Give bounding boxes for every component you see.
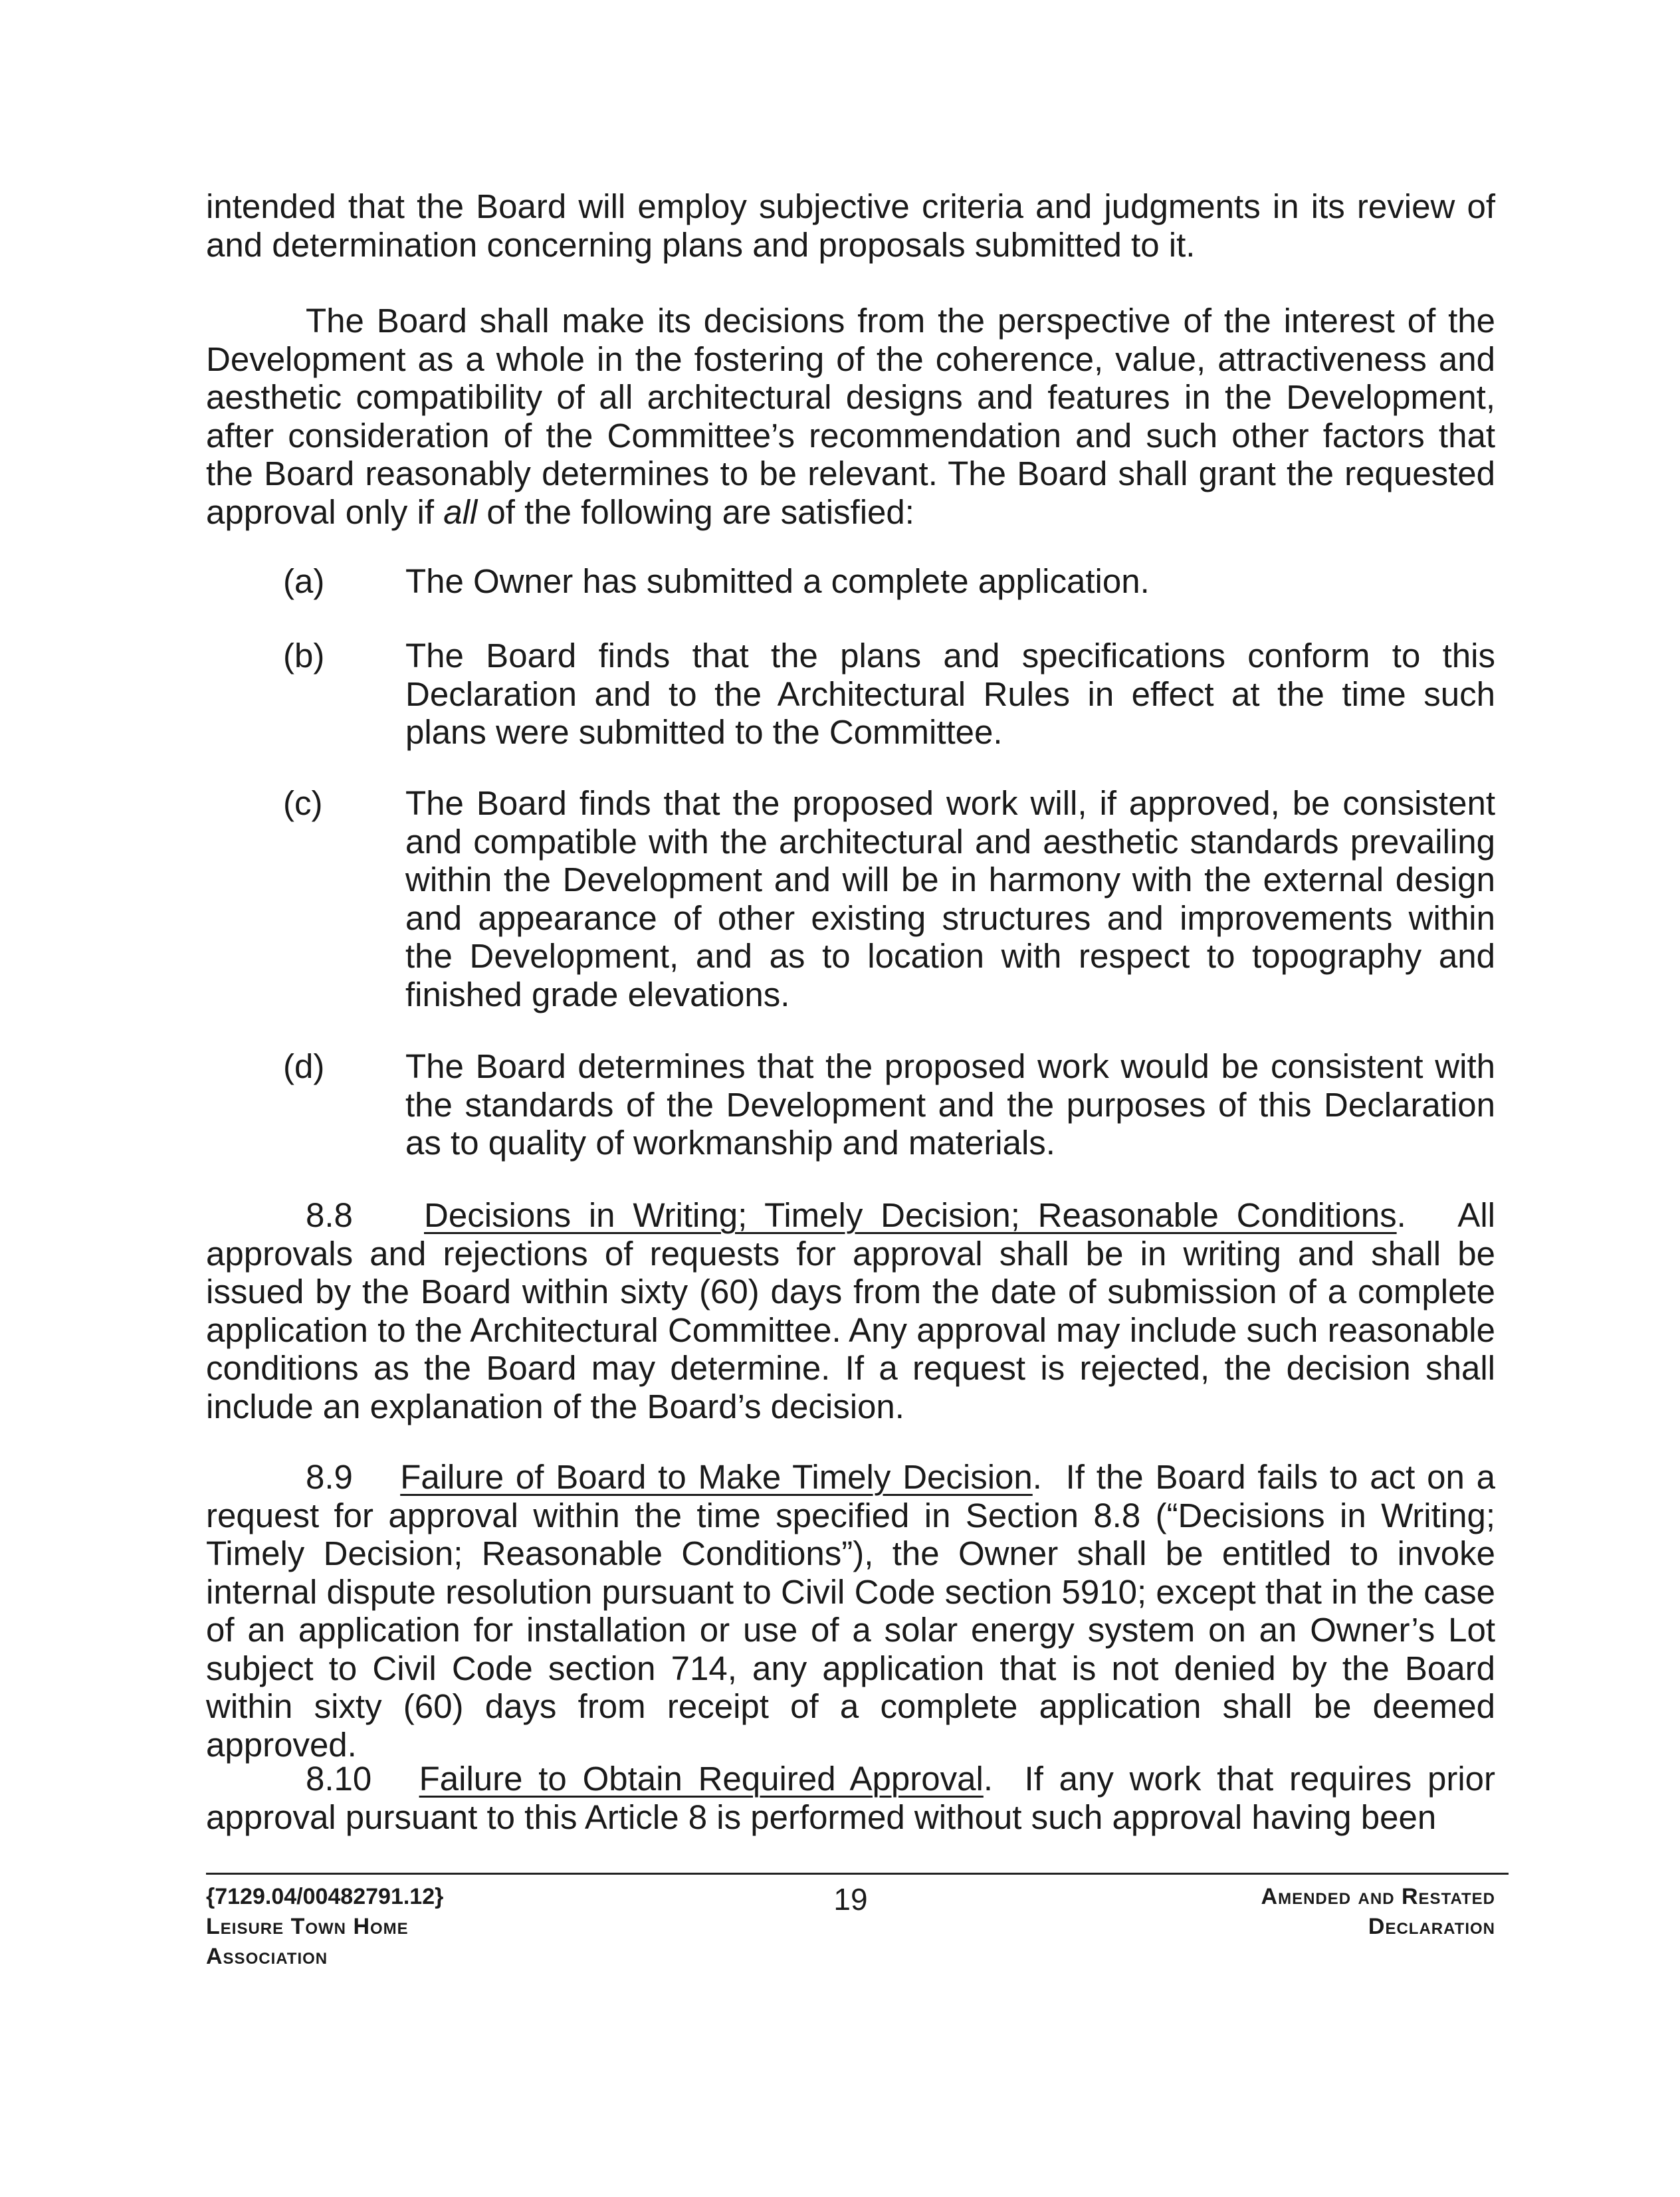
section-8-10: 8.10 Failure to Obtain Required Approval. If any work that requires prior approval pursuant to this Article 8 is performed without such approval having been — [206, 1760, 1495, 1836]
condition-text: The Board finds that the plans and specifications conform to this Declaration and to the Architectural Rules in effect at the time such plans were submitted to the Committee. — [405, 637, 1495, 751]
section-body: If the Board fails to act on a request for approval within the time specified in Section 8.8 (“Decisions in Writing; Timely Decision; Reasonable Conditions”), the Owner shall be entitled to invoke internal dispute resolution pursuant to Civil Code section 5910; except that in the case of an application for installation or use of a solar energy system on an Owner’s Lot subject to Civil Code section 714, any application that is not denied by the Board within sixty (60) days from receipt of a complete application shall be deemed approved. — [206, 1458, 1495, 1764]
board-decision-text: The Board shall make its decisions from the perspective of the interest of the Development as a whole in the fostering of the coherence, value, attractiveness and aesthetic compatibility of all architectural designs and features in the Development, after consideration of the Committee’s recommendation and such other factors that the Board reasonably determines to be relevant. The Board shall grant the requested approval only if all of the following are satisfied: — [206, 302, 1495, 531]
section-heading: Failure to Obtain Required Approval — [419, 1760, 984, 1798]
footer-association-line1: Leisure Town Home — [206, 1914, 409, 1939]
section-8-8: 8.8 Decisions in Writing; Timely Decision; Reasonable Conditions. All approvals and rejections of requests for approval shall be in writing and shall be issued by the Board within sixty (60) days from the date of submission of a complete application to the Architectural Committee. Any approval may include such reasonable conditions as the Board may determine. If a request is rejected, the decision shall include an explanation of the Board’s decision. — [206, 1196, 1495, 1425]
condition-text: The Owner has submitted a complete application. — [405, 562, 1150, 600]
section-8-9: 8.9 Failure of Board to Make Timely Decision. If the Board fails to act on a request for approval within the time specified in Section 8.8 (“Decisions in Writing; Timely Decision; Reasonable Conditions”), the Owner shall be entitled to invoke internal dispute resolution pursuant to Civil Code section 5910; except that in the case of an application for installation or use of a solar energy system on an Owner’s Lot subject to Civil Code section 714, any application that is not denied by the Board within sixty (60) days from receipt of a complete application shall be deemed approved. — [206, 1458, 1495, 1764]
condition-text: The Board finds that the proposed work will, if approved, be consistent and compatible with the architectural and aesthetic standards prevailing within the Development and will be in harmony with the external design and appearance of other existing structures and improvements within the Development, and as to location with respect to topography and finished grade elevations. — [405, 784, 1495, 1013]
footer-association-line2: Association — [206, 1944, 328, 1969]
footer-right — [1063, 1882, 1495, 1942]
condition-label: (b) — [283, 637, 325, 675]
section-number: 8.10 — [306, 1760, 372, 1798]
condition-text: The Board determines that the proposed work would be consistent with the standards of the Development and the purposes of this Declaration as to quality of workmanship and materials. — [405, 1047, 1495, 1162]
board-decision-paragraph — [206, 302, 1495, 531]
footer-title-line2: Declaration — [1368, 1914, 1495, 1939]
footer-doc-id: {7129.04/00482791.12} — [206, 1884, 444, 1909]
opening-paragraph — [206, 187, 1495, 264]
section-number: 8.8 — [306, 1196, 353, 1234]
section-number: 8.9 — [306, 1458, 353, 1496]
emphasis-all: all — [443, 492, 478, 531]
section-body: If any work that requires prior approval pursuant to this Article 8 is performed without such approval having been — [206, 1760, 1495, 1836]
opening-text: intended that the Board will employ subjective criteria and judgments in its review of and determination concerning plans and proposals submitted to it. — [206, 187, 1495, 264]
page-number: 19 — [833, 1882, 868, 1917]
condition-label: (d) — [283, 1047, 325, 1085]
footer-left — [206, 1882, 443, 1972]
section-body: All approvals and rejections of requests for approval shall be in writing and shall be issued by the Board within sixty (60) days from the date of submission of a complete application to the Architectural Committee. Any approval may include such reasonable conditions as the Board may determine. If a request is rejected, the decision shall include an explanation of the Board’s decision. — [206, 1196, 1495, 1425]
condition-label: (a) — [283, 562, 325, 600]
footer-title-line1: Amended and Restated — [1261, 1884, 1495, 1909]
section-heading: Failure of Board to Make Timely Decision — [400, 1458, 1033, 1496]
section-heading: Decisions in Writing; Timely Decision; Reasonable Conditions — [424, 1196, 1397, 1234]
footer-divider — [206, 1873, 1509, 1875]
condition-label: (c) — [283, 784, 323, 822]
